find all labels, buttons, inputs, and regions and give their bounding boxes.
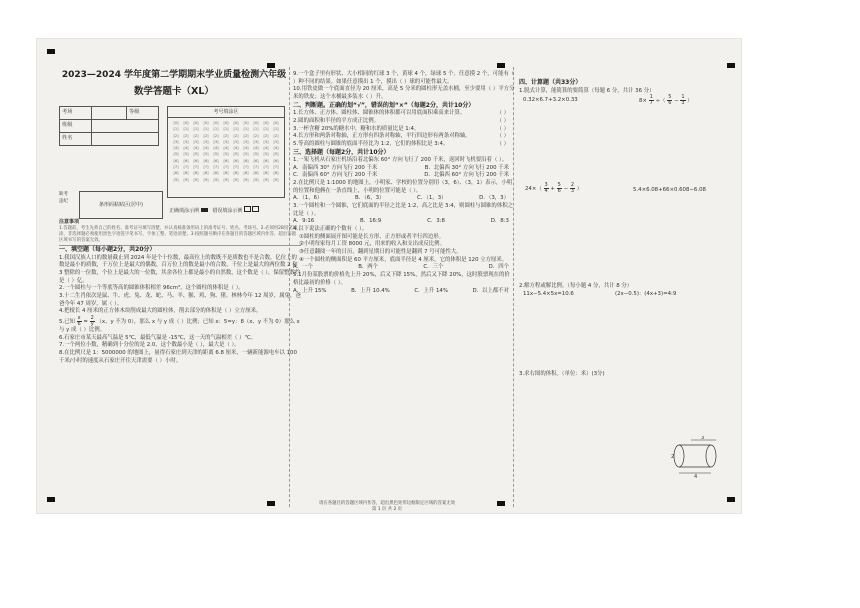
question-text: （x、y 不为 0），那么 x 与 y 成（ ）比例；已知 x：5=y：8（x、y 不为 0）那么 x 与 y 成（ ）比例。 [59,318,300,333]
digit-bubble[interactable]: [5] [193,152,199,157]
expression-text: ） [687,98,693,105]
digit-bubble[interactable]: [0] [173,121,179,125]
digit-bubble[interactable]: [2] [203,133,209,138]
digit-bubble[interactable]: [5] [183,152,189,157]
digit-bubble[interactable]: [1] [173,127,179,132]
expression-text: ÷（ [655,98,666,105]
fraction [680,95,685,106]
absent-label: 缺考 [59,192,68,197]
info-label: 班级 [60,120,92,133]
correct-fill-icon [201,208,208,212]
info-label: 考场 [60,107,92,120]
option[interactable]: D．四个 [488,264,509,271]
options [293,264,515,272]
footer [287,501,487,513]
registration-mark [47,497,55,502]
digit-bubble[interactable]: [1] [253,127,259,132]
digit-bubble[interactable]: [4] [253,146,259,151]
numerator: 3 [544,182,548,189]
option[interactable]: A．上升 15% [293,287,327,294]
numerator: 1 [649,94,653,101]
sub-heading: 3.求右图的体积。（单位：米）(3分) [519,370,605,377]
exam-number-label: 考号填涂区 [168,107,284,118]
digit-bubble[interactable]: [0] [213,121,219,125]
sub-heading: 2.解方程或解比例。（每小题 4 分，共计 8 分） [519,283,633,290]
digit-bubble[interactable]: [9] [223,177,229,182]
question: 7.一个两位小数，精确到十分位的是 2.0，这个数最小是（ ），最大是（ ）。 [59,342,240,349]
option[interactable]: A．（1，6） [293,195,323,202]
sheet-title: 2023—2024 学年度第二学期期末学业质量检测六年级 [61,70,287,80]
digit-bubble[interactable]: [9] [233,177,239,182]
digit-bubble[interactable]: [8] [263,171,269,176]
column-middle [293,71,515,295]
digit-bubble[interactable]: [4] [183,146,189,151]
registration-mark [727,63,735,68]
student-info-table [59,106,159,146]
registration-mark [727,497,735,502]
sheet-subtitle: 数学答题卡（XL） [134,85,214,97]
judge-item [293,118,515,126]
digit-bubble[interactable]: [0] [193,121,199,125]
digit-bubble[interactable]: [5] [263,152,269,157]
denominator: 7 [649,100,653,107]
digit-bubble[interactable]: [4] [173,146,179,151]
fraction [77,316,82,327]
digit-bubble[interactable]: [1] [223,127,229,132]
equation: (2x−0.5)：(4x+3)=4:9 [615,290,677,297]
digit-bubble[interactable]: [6] [273,158,279,163]
option[interactable]: D．北偏西 60° 方向飞行 200 千米 [424,172,509,179]
expression: 5.4×6.08+66×0.608−6.08 [633,187,706,194]
section-heading: 四、计算题（共33分） [519,79,582,86]
fraction [570,183,575,194]
digit-bubble[interactable]: [6] [263,158,269,163]
section-heading: 三、选择题（每题2分，共计10分） [293,148,390,156]
digit-bubble[interactable]: [0] [223,121,229,125]
question: 2.一个圆柱与一个等底等高的圆锥体积相差 96cm³，这个圆柱的体积是（ ）。 [59,285,244,292]
expression [525,183,582,194]
digit-bubble[interactable]: [5] [253,152,259,157]
digit-bubble[interactable]: [9] [213,177,219,182]
statement: ④一个圆柱的侧面积是 60 平方厘米，底面半径是 4 厘米，它的体积是 120 立方厘米。 [299,256,508,263]
digit-bubble[interactable]: [2] [193,133,199,138]
digit-bubble[interactable]: [2] [183,133,189,138]
notes-title: 注意事项 [59,219,80,225]
expression-text: 8× [639,98,647,105]
digit-bubble[interactable]: [8] [203,171,209,176]
digit-bubble[interactable]: [7] [193,164,199,169]
bubble-grid[interactable] [168,118,284,183]
answer-blank[interactable]: （ ） [496,133,509,140]
expression-text: ） [576,186,583,193]
judge-item [293,133,515,141]
expression [639,95,693,106]
registration-mark [497,63,505,68]
digit-bubble[interactable]: [3] [263,139,269,144]
digit-bubble[interactable]: [1] [213,127,219,132]
expression-text: 24×（ [525,186,542,193]
digit-bubble[interactable]: [4] [203,146,209,151]
digit-bubble[interactable]: [3] [193,139,199,144]
digit-bubble[interactable]: [4] [243,146,249,151]
digit-bubble[interactable]: [3] [253,139,259,144]
option[interactable]: B．16:9 [360,218,382,225]
section-heading: 一、填空题（每小题2分，共20分） [59,246,156,253]
digit-bubble[interactable]: [2] [173,133,179,138]
digit-bubble[interactable]: [9] [263,177,269,182]
digit-bubble[interactable]: [8] [233,171,239,176]
digit-bubble[interactable]: [5] [213,152,219,157]
digit-bubble[interactable]: [3] [183,139,189,144]
digit-bubble[interactable]: [5] [223,152,229,157]
question-text: 5.等高的圆柱与圆锥的底面半径比为 1:2，它们的体积比是 3:4。 [293,140,449,147]
option[interactable]: A．南偏西 30° 方向飞行 200 千米 [293,164,378,171]
numerator: 1 [681,94,685,101]
option[interactable]: B．两个 [358,264,379,271]
wrong-fill-icon [252,206,259,212]
option[interactable]: C．（1，3） [417,195,447,202]
sub-heading: 1.脱式计算，能简算的要简算（每题 6 分，共计 36 分） [519,87,655,94]
digit-bubble[interactable]: [0] [203,121,209,125]
digit-bubble[interactable]: [9] [273,177,279,182]
column-right [519,79,727,478]
denominator: y [90,320,94,327]
registration-mark [47,49,55,54]
digit-bubble[interactable]: [2] [273,133,279,138]
digit-bubble[interactable]: [7] [203,164,209,169]
digit-bubble[interactable]: [8] [253,171,259,176]
question: 3.一个圆柱和一个圆锥，它们底面的半径之比是 1:2，高之比是 3:4，则圆柱与圆锥的体积之比是（ ）。 [293,203,513,217]
digit-bubble[interactable]: [8] [173,171,179,176]
digit-bubble[interactable]: [2] [253,133,259,138]
info-field[interactable] [92,107,127,120]
digit-bubble[interactable]: [8] [193,171,199,176]
exam-number-grid [167,106,285,198]
judge-item [293,141,515,149]
option[interactable]: B．北偏西 30° 方向飞行 200 千米 [424,164,509,171]
denominator: 4 [544,188,548,195]
digit-bubble[interactable]: [6] [183,158,189,163]
answer-blank[interactable]: （ ） [496,117,509,124]
digit-bubble[interactable]: [9] [193,177,199,182]
digit-bubble[interactable]: [5] [233,152,239,157]
digit-bubble[interactable]: [6] [193,158,199,163]
question-text: = [83,318,88,325]
digit-bubble[interactable]: [0] [233,121,239,125]
digit-bubble[interactable]: [3] [173,139,179,144]
digit-bubble[interactable]: [2] [213,133,219,138]
info-label: 姓名 [60,133,92,146]
digit-bubble[interactable]: [3] [233,139,239,144]
question: 1.一架飞机从石家庄机场沿着北偏东 60° 方向飞行了 200 千米，返回时飞机要沿着（ ）。 [293,157,508,164]
digit-bubble[interactable]: [9] [173,177,179,182]
option[interactable]: B．上升 10.4% [351,287,390,294]
dim-left: 2 [671,454,675,460]
option[interactable]: D．8:3 [490,218,509,225]
digit-bubble[interactable]: [1] [233,127,239,132]
digit-bubble[interactable]: [3] [273,139,279,144]
question: 2.在比例尺是 1:1000 的地图上，小明家、学校的位置分别用（3，6）、（3，1）表示，小明的位置和他俩在一条直线上，小明的位置可能是（ ）。 [293,180,513,194]
calc-row-2 [519,183,727,283]
digit-bubble[interactable]: [6] [223,158,229,163]
digit-bubble[interactable]: [3] [223,139,229,144]
fraction [544,183,549,194]
digit-bubble[interactable]: [1] [193,127,199,132]
question-text: 5.已知 [59,318,75,325]
digit-bubble[interactable]: [5] [273,152,279,157]
section-heading: 二、判断题。正确的划“√”，错误的划“×”（每题2分，共计10分） [293,101,475,109]
digit-bubble[interactable]: [0] [253,121,259,125]
digit-bubble[interactable]: [1] [203,127,209,132]
digit-bubble[interactable]: [7] [173,164,179,169]
options [293,195,515,203]
digit-bubble[interactable]: [4] [263,146,269,151]
registration-mark [497,501,505,506]
grade-label: 等级 [127,107,159,120]
digit-bubble[interactable]: [5] [173,152,179,157]
digit-bubble[interactable]: [9] [253,177,259,182]
dim-bottom: 4 [694,474,698,478]
question: 10.用铁皮做一个底面直径为 20 厘米，高是 5 分米的圆柱形无盖水桶，至少要用（ ）平方分米的铁皮；这个水桶最多装水（ ）升。 [293,86,515,101]
digit-bubble[interactable]: [8] [243,171,249,176]
wrong-fill-icon [244,206,251,212]
fraction [557,183,562,194]
fraction [90,316,95,327]
question: 4.把棱长 4 厘米的正方体木块削成最大的圆柱体，削去部分的体积是（ ）立方厘米。 [59,308,262,315]
digit-bubble[interactable]: [3] [243,139,249,144]
digit-bubble[interactable]: [1] [243,127,249,132]
answer-blank[interactable]: （ ） [496,125,509,132]
cylinder-right-end [706,445,716,467]
answer-blank[interactable]: （ ） [496,110,509,117]
digit-bubble[interactable]: [4] [273,146,279,151]
fill-in-section [59,245,301,365]
digit-bubble[interactable]: [2] [263,133,269,138]
digit-bubble[interactable]: [7] [183,164,189,169]
denominator: 6 [668,100,672,107]
digit-bubble[interactable]: [4] [233,146,239,151]
numerator: 5 [668,94,672,101]
numerator: 2 [90,314,94,321]
digit-bubble[interactable]: [0] [273,121,279,125]
numerator: 5 [557,182,561,189]
equation: 11x−5.4×5x=10.6 [523,290,574,297]
options [293,288,515,296]
judge-item [293,110,515,118]
option[interactable]: D．以上都不对 [472,287,509,294]
expression-text: − [563,186,569,193]
digit-bubble[interactable]: [1] [273,127,279,132]
option[interactable]: C．3:8 [427,218,445,225]
answer-sheet [36,38,742,514]
option[interactable]: C．三个 [423,264,444,271]
option[interactable]: A．一个 [293,264,313,271]
registration-mark [267,501,275,506]
denominator: 3 [681,100,685,107]
calc-row-1 [519,95,727,183]
digit-bubble[interactable]: [6] [233,158,239,163]
digit-bubble[interactable]: [2] [223,133,229,138]
violation-label: 违纪 [59,199,68,205]
digit-bubble[interactable]: [8] [183,171,189,176]
digit-bubble[interactable]: [2] [233,133,239,138]
question: 6.石家庄市某天最高气温是 5℃，最低气温是 -15℃，这一天的气温相差（ ）℃。 [59,334,257,341]
digit-bubble[interactable]: [7] [243,164,249,169]
fill-legend [169,206,259,215]
page-number: 第 1 页 共 2 页 [371,507,403,513]
question: 5.1月份某股票的价格先上升 20%，后又下降 15%，然后又下降 20%，这时股票现在的价格比最初的价格（ ）。 [293,272,510,286]
status-labels [59,191,68,205]
denominator: 3 [570,188,574,195]
question: 9.一个盒子里有形状、大小相同的红球 3 个，黄球 4 个，绿球 5 个。任意摸 2 个，可能有（ ）种不同的结果。如果任意摸出 1 个，摸出（ ）球的可能性最大。 [293,71,515,85]
expression-text: − [674,98,679,105]
digit-bubble[interactable]: [8] [273,171,279,176]
question: 8.在比例尺是 1：5000000 的地图上，量得石家庄到天津的距离 6.8 厘米，一辆新能源电车以 100 千米/小时的速度从石家庄开往天津需要（ ）小时。 [59,349,297,364]
question-text: 4.长方形和两条对称轴，正方形有四条对称轴，平行四边形有两条对称轴。 [293,133,471,140]
digit-bubble[interactable]: [9] [243,177,249,182]
digit-bubble[interactable]: [0] [183,121,189,125]
digit-bubble[interactable]: [7] [263,164,269,169]
options [293,172,515,180]
option[interactable]: C．上升 14% [414,287,448,294]
statement: ①圆柱的侧面展开图可能是长方形、正方形或者平行四边形。 [299,233,444,240]
digit-bubble[interactable]: [4] [213,146,219,151]
question-text: 1.长方体、正方体、圆柱体、圆锥体的体积都可以用底面积乘高来计算。 [293,110,466,117]
info-field[interactable] [92,133,159,146]
barcode-area: 条形码粘贴区(居中) [79,191,163,219]
question: 3.十二生肖依次是鼠、牛、虎、兔、龙、蛇、马、羊、猴、鸡、狗、猪。林林今年 12 周岁，属兔，爸爸今年 47 周岁，属（ ）。 [59,292,301,307]
digit-bubble[interactable]: [2] [243,133,249,138]
digit-bubble[interactable]: [7] [233,164,239,169]
statement: ②小明每家每月工资 8000 元，用来的收入和支出成反比例。 [299,241,445,248]
digit-bubble[interactable]: [7] [253,164,259,169]
digit-bubble[interactable]: [0] [263,121,269,125]
numerator: x [77,314,81,321]
digit-bubble[interactable]: [3] [213,139,219,144]
fraction [667,95,672,106]
equation-row [519,291,727,371]
digit-bubble[interactable]: [7] [213,164,219,169]
footer-note: 请在各题目的答题区域内作答，超出黑色矩形边框限定区域的答案无效 [318,501,456,506]
answer-blank[interactable]: （ ） [496,140,509,147]
option[interactable]: A．9:16 [293,218,315,225]
question: 1.我国汉族人口的数量截止到 2024 年是个十位数，最高位上的数既不是质数也不是合数，亿位上的数是最小的质数，千万位上是最大的偶数，百万位上的数是最小的合数，千位上是最大的两位数 2 和 3 整除的一位数，个位上是最大的一位数，其余各位上都是最小的自然数，这个数是（ ），保留整数约是（ ）亿。 [59,254,301,284]
digit-bubble[interactable]: [6] [203,158,209,163]
option[interactable]: D．（3，3） [479,195,509,202]
option[interactable]: C．南偏西 60° 方向飞行 200 千米 [293,172,378,179]
question: 4.以下说法正确的个数有（ ）。 [293,226,368,233]
digit-bubble[interactable]: [6] [173,158,179,163]
digit-bubble[interactable]: [6] [243,158,249,163]
dim-top: 3 [701,436,705,441]
cylinder-left-end [674,445,684,467]
denominator: 6 [77,320,81,327]
digit-bubble[interactable]: [7] [223,164,229,169]
digit-bubble[interactable]: [1] [263,127,269,132]
notes-text: 1.答题前，考生先将自己的姓名、准考证号填写清楚，并认真核准条形码上的准考证号、姓名、考场号。2.必须用2B铅笔填涂，非选择题必须使用黑色字迹签字笔书写，字体工整、笔迹清楚。3.按照题号顺序在各题目的答题区域内作答，超出答题区域书写的答案无效。 [59,226,298,244]
correct-fill-label: 正确填涂示例 [169,208,200,214]
digit-bubble[interactable]: [9] [203,177,209,182]
digit-bubble[interactable]: [4] [223,146,229,151]
option[interactable]: B．（6，3） [355,195,385,202]
fraction [649,95,654,106]
statement: ③任意翻阅一年的日历，翻到星期日的可能性是翻到 7 号可能性大。 [299,249,462,256]
digit-bubble[interactable]: [5] [203,152,209,157]
digit-bubble[interactable]: [7] [273,164,279,169]
numerator: 2 [570,182,574,189]
notes [59,219,299,244]
cylinder-figure [671,436,721,478]
digit-bubble[interactable]: [0] [243,121,249,125]
wrong-fill-label: 错误填涂示例 [212,208,243,214]
info-field[interactable] [92,120,159,133]
digit-bubble[interactable]: [3] [203,139,209,144]
digit-bubble[interactable]: [8] [223,171,229,176]
question [59,316,301,335]
expression: 0.32×6.7+3.2×0.33 [523,97,578,104]
expression-text: + [550,186,555,193]
digit-bubble[interactable]: [1] [183,127,189,132]
digit-bubble[interactable]: [8] [213,171,219,176]
digit-bubble[interactable]: [6] [253,158,259,163]
question-text: 3.一杯含糖 20%的糖水中，糖和水的质量比是 1:4。 [293,125,420,132]
denominator: 6 [557,188,561,195]
registration-mark [267,63,275,68]
digit-bubble[interactable]: [9] [183,177,189,182]
digit-bubble[interactable]: [6] [213,158,219,163]
options [293,218,515,226]
digit-bubble[interactable]: [5] [243,152,249,157]
question-text: 2.圆的面积和半径的平方成正比例。 [293,117,380,124]
digit-bubble[interactable]: [4] [193,146,199,151]
